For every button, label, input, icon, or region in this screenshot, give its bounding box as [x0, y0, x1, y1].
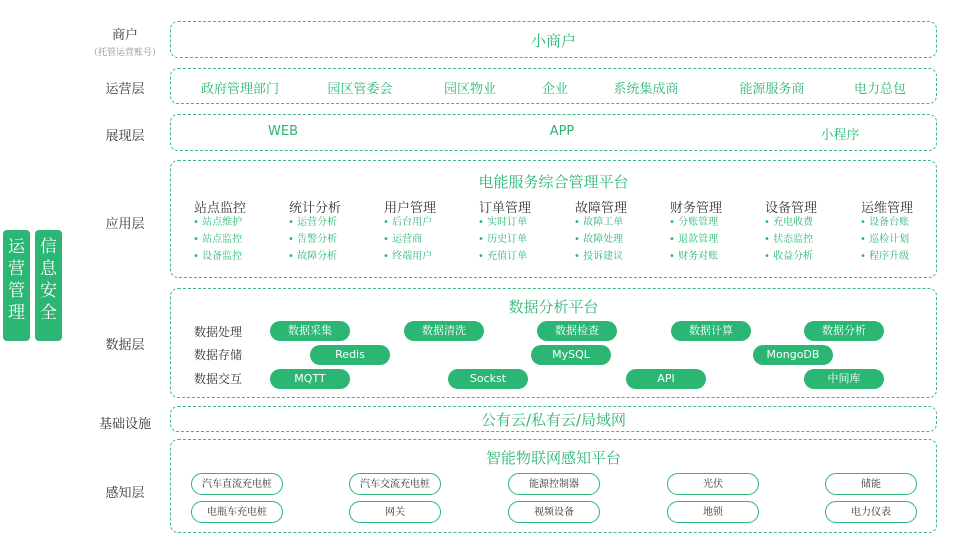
app-column-list: • 充电收费 • 状态监控 • 收益分析 [764, 217, 814, 262]
app-column-head: 站点监控 [193, 201, 246, 216]
presentation-item-app: APP [549, 124, 575, 139]
merchant-content: 小商户 [530, 32, 576, 50]
operation-item: 系统集成商 [613, 82, 679, 97]
app-column-head: 统计分析 [288, 201, 341, 216]
data-pill: API [626, 369, 706, 389]
device-pill: 网关 [349, 501, 441, 523]
operation-item: 企业 [541, 82, 568, 97]
data-pill: 中间库 [804, 369, 884, 389]
device-pill: 地锁 [667, 501, 759, 523]
presentation-item-miniprogram: 小程序 [820, 128, 860, 143]
data-row-label: 数据交互 [194, 372, 243, 386]
app-column-head: 故障管理 [574, 201, 627, 216]
app-column-list: • 故障工单 • 故障处理 • 投诉建议 [574, 217, 624, 262]
app-column-list: • 后台用户 • 运营商 • 终端用户 [383, 217, 433, 262]
data-pill: 数据检查 [537, 321, 617, 341]
app-column-head: 运维管理 [860, 201, 913, 216]
app-column-list: • 设备台账 • 巡检计划 • 程序升级 [860, 217, 910, 262]
app-column-head: 财务管理 [669, 201, 722, 216]
data-pill: 数据采集 [270, 321, 350, 341]
device-pill: 电瓶车充电桩 [191, 501, 283, 523]
data-pill: 数据清洗 [404, 321, 484, 341]
app-column-head: 设备管理 [764, 201, 817, 216]
operation-item: 电力总包 [853, 82, 906, 97]
data-pill: Redis [310, 345, 390, 365]
data-row-label: 数据处理 [194, 325, 243, 339]
device-pill: 储能 [825, 473, 917, 495]
perception-layer-label: 感知层 [105, 486, 145, 501]
app-column-head: 订单管理 [478, 201, 531, 216]
data-pill: 数据分析 [804, 321, 884, 341]
infrastructure-layer-label: 基础设施 [98, 417, 151, 432]
presentation-item-web: WEB [268, 124, 298, 139]
device-pill: 汽车直流充电桩 [191, 473, 283, 495]
side-tab-operation-management: 运 营 管 理 [3, 230, 30, 341]
app-column-list: • 站点维护 • 站点监控 • 设备监控 [193, 217, 243, 262]
operation-item: 能源服务商 [739, 82, 805, 97]
operation-item: 园区管委会 [327, 82, 393, 97]
data-pill: MongoDB [753, 345, 833, 365]
side-tab-info-security: 信 息 安 全 [35, 230, 62, 341]
presentation-layer-label: 展现层 [105, 129, 145, 144]
device-pill: 能源控制器 [508, 473, 600, 495]
data-pill: 数据计算 [671, 321, 751, 341]
data-pill: Sockst [448, 369, 528, 389]
device-pill: 光伏 [667, 473, 759, 495]
data-platform-title: 数据分析平台 [508, 298, 599, 316]
app-column-list: • 运营分析 • 告警分析 • 故障分析 [288, 217, 338, 262]
perception-platform-title: 智能物联网感知平台 [485, 449, 621, 467]
data-pill: MySQL [531, 345, 611, 365]
merchant-layer-sublabel: （托管运营账号） [88, 48, 161, 58]
operation-item: 园区物业 [443, 82, 496, 97]
app-column-list: • 分账管理 • 退款管理 • 财务对账 [669, 217, 719, 262]
data-row-label: 数据存储 [194, 348, 243, 362]
application-platform-title: 电能服务综合管理平台 [478, 173, 629, 191]
infrastructure-content: 公有云/私有云/局域网 [480, 411, 627, 429]
app-column-list: • 实时订单 • 历史订单 • 充值订单 [478, 217, 528, 262]
operation-item: 政府管理部门 [200, 82, 279, 97]
application-layer-label: 应用层 [105, 217, 145, 232]
device-pill: 视频设备 [508, 501, 600, 523]
data-pill: MQTT [270, 369, 350, 389]
device-pill: 汽车交流充电桩 [349, 473, 441, 495]
merchant-layer-label: 商户 （托管运营账号） [65, 24, 185, 58]
data-layer-label: 数据层 [105, 338, 145, 353]
app-column-head: 用户管理 [383, 201, 436, 216]
operation-layer-label: 运营层 [105, 82, 145, 97]
device-pill: 电力仪表 [825, 501, 917, 523]
